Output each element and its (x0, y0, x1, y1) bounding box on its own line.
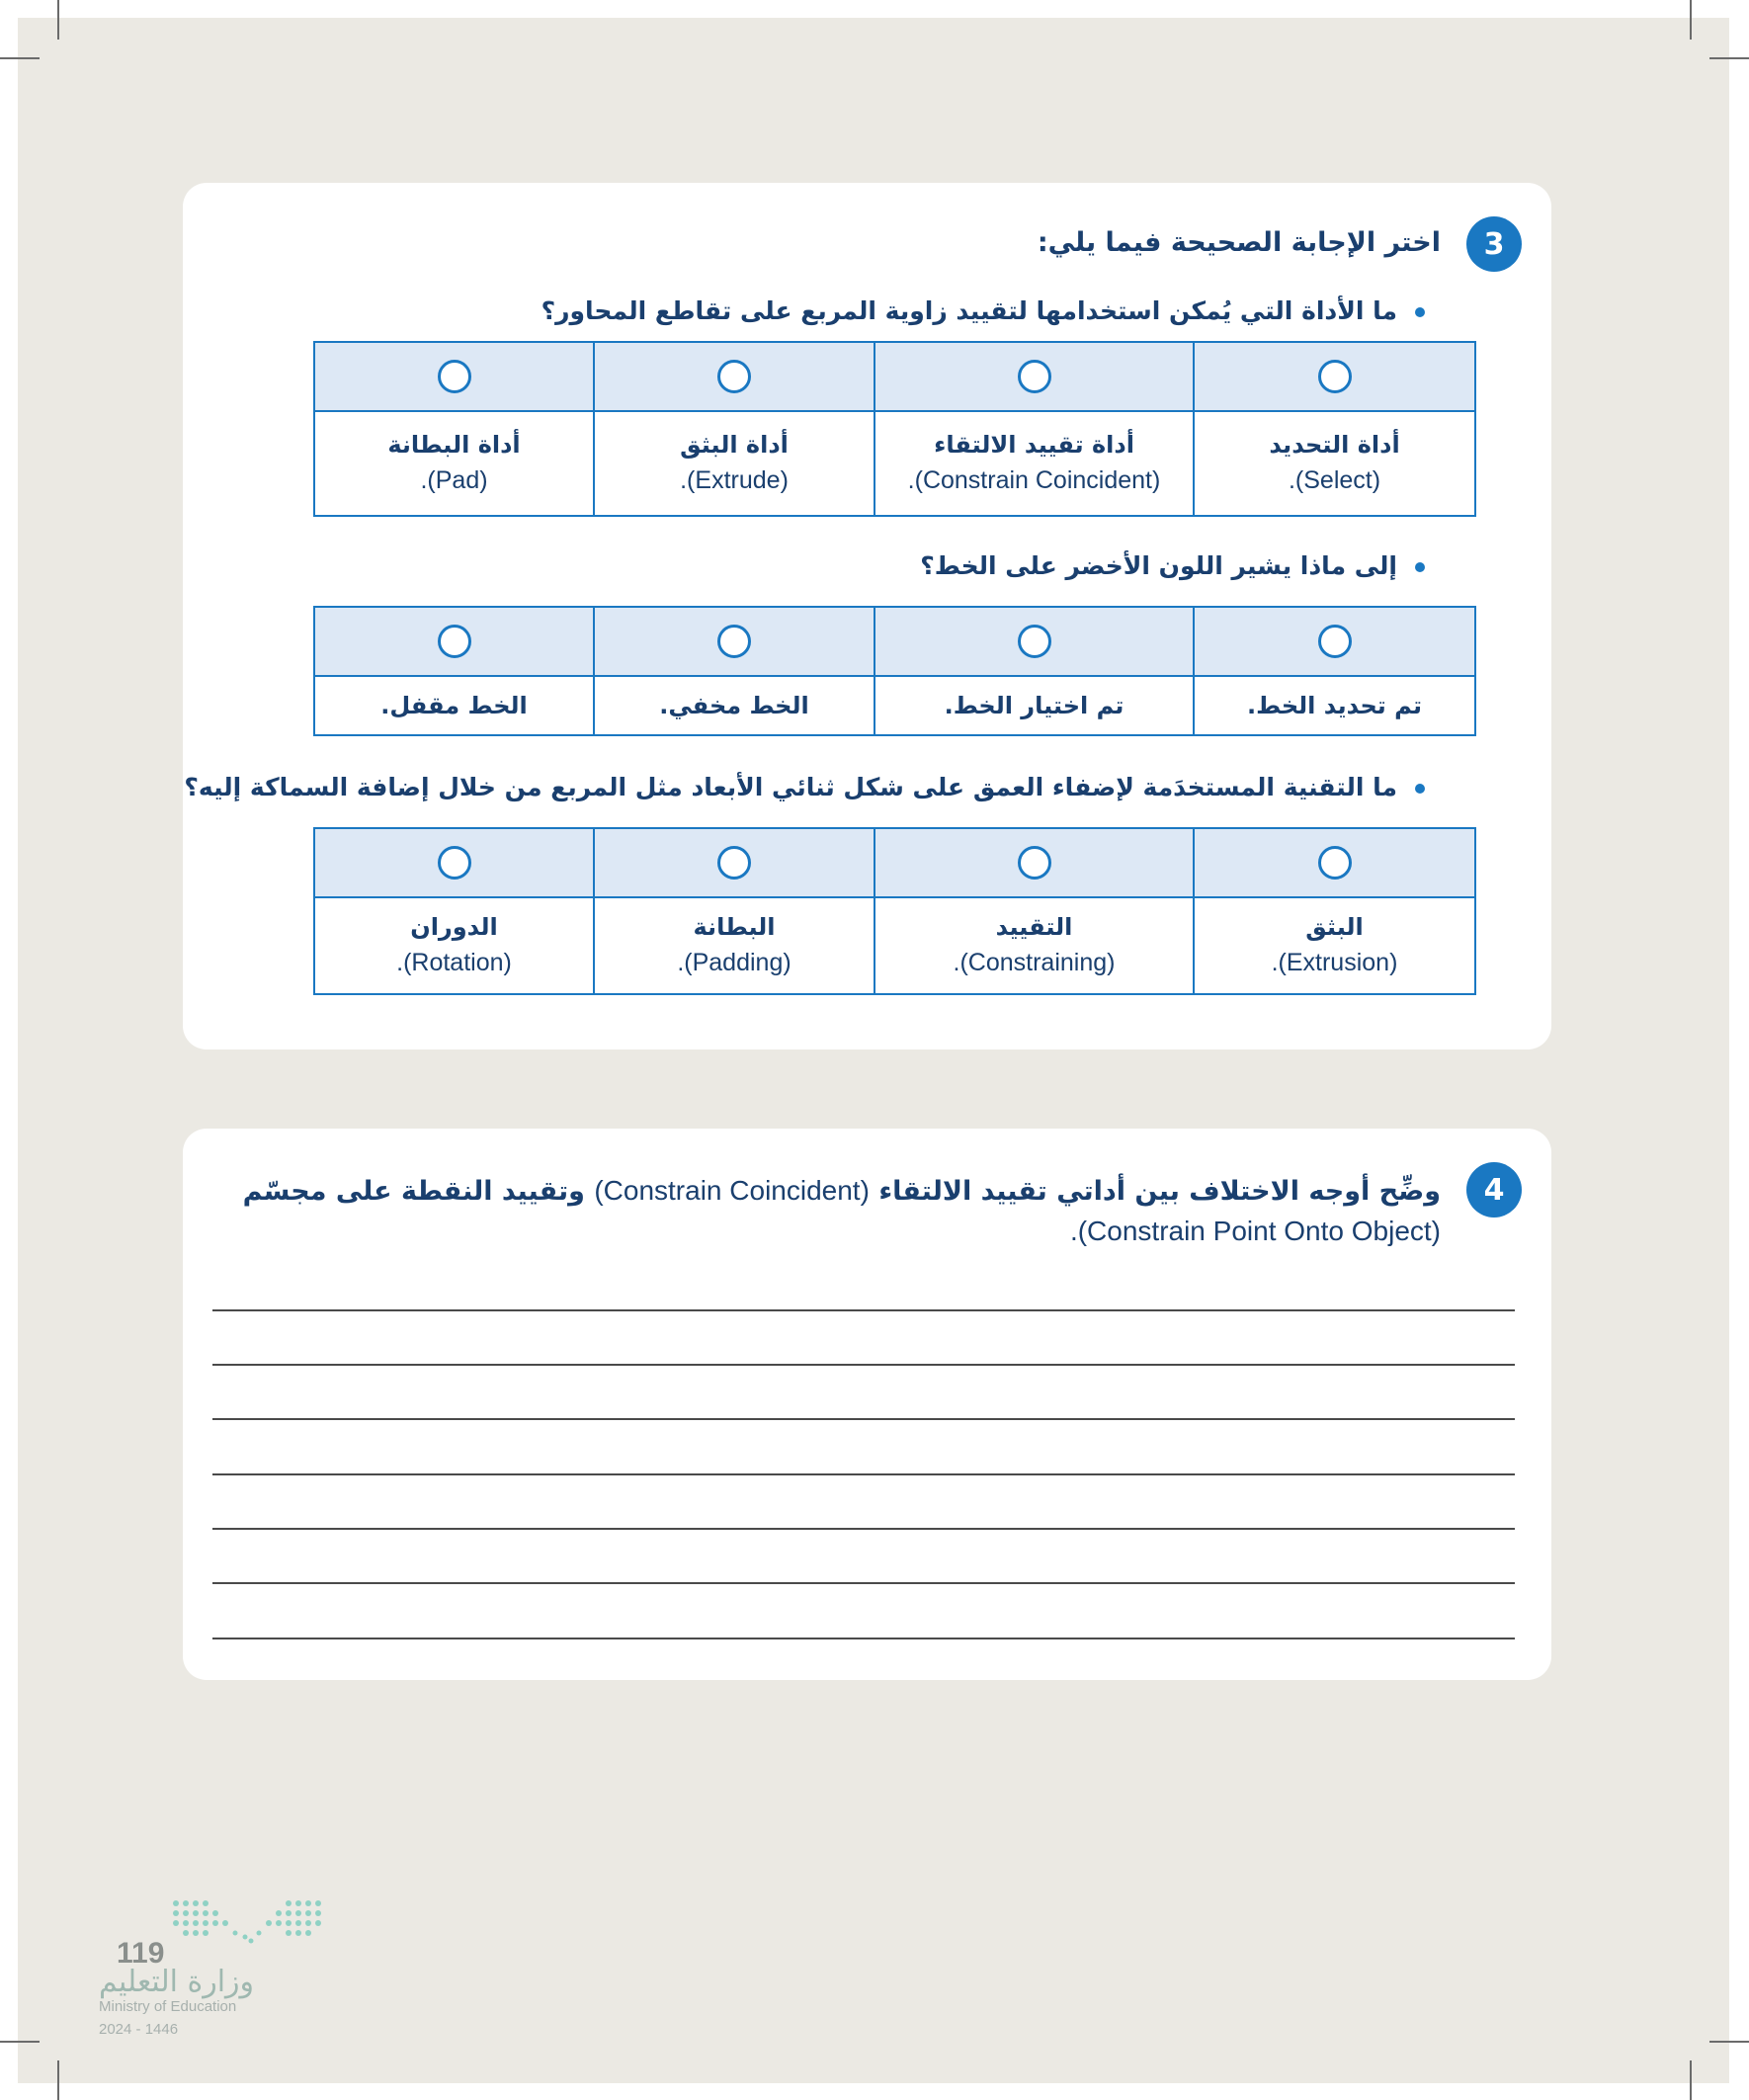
option-label-cell (874, 411, 1194, 516)
question-text: إلى ماذا يشير اللون الأخضر على الخط؟ (920, 551, 1397, 580)
options-table-1 (313, 341, 1476, 517)
option-label-ar: تم اختيار الخط. (944, 692, 1124, 719)
option-radio-cell (1194, 342, 1475, 411)
radio-button[interactable] (1018, 360, 1051, 393)
option-label-ar: الخط مخفي. (659, 692, 809, 719)
option-label-ar: البطانة (693, 913, 776, 942)
crop-mark (1709, 57, 1749, 59)
radio-button[interactable] (717, 846, 751, 880)
bullet-icon (1415, 307, 1425, 317)
crop-mark (1690, 2060, 1692, 2100)
answer-line[interactable] (212, 1364, 1515, 1366)
option-label-en: (Extrusion). (1271, 949, 1398, 977)
answer-line[interactable] (212, 1309, 1515, 1311)
answer-line[interactable] (212, 1638, 1515, 1639)
option-label-cell (874, 897, 1194, 994)
crop-mark (0, 2041, 40, 2043)
radio-button[interactable] (717, 360, 751, 393)
option-label-ar: البثق (1305, 913, 1364, 942)
option-label-en: (Extrude). (680, 466, 789, 495)
ministry-name-en: Ministry of Education (99, 1998, 237, 2015)
question-text: ما الأداة التي يُمكن استخدامها لتقييد زاوية المربع على تقاطع المحاور؟ (541, 296, 1397, 325)
crop-mark (57, 0, 59, 40)
crop-mark (1690, 0, 1692, 40)
option-radio-cell (874, 607, 1194, 676)
option-radio-cell (314, 828, 594, 897)
option-label-en: (Constraining). (953, 949, 1116, 977)
option-label-cell (314, 897, 594, 994)
radio-button[interactable] (1018, 846, 1051, 880)
question-4-text-en1: (Constrain Coincident) (594, 1175, 870, 1206)
answer-line[interactable] (212, 1418, 1515, 1420)
ministry-name-ar: وزارة التعليم (99, 1965, 255, 1999)
radio-button[interactable] (438, 625, 471, 658)
crop-mark (57, 2060, 59, 2100)
crop-mark (1709, 2041, 1749, 2043)
year-label: 2024 - 1446 (99, 2021, 179, 2038)
option-radio-cell (874, 342, 1194, 411)
option-radio-cell (1194, 607, 1475, 676)
option-label-cell (594, 411, 874, 516)
option-label-cell (314, 411, 594, 516)
options-table-3 (313, 827, 1476, 995)
option-label-cell (874, 676, 1194, 735)
question-4-text-part1: وضِّح أوجه الاختلاف بين أداتي تقييد الالتقاء (878, 1176, 1441, 1207)
option-label-cell (1194, 411, 1475, 516)
option-label-en: (Constrain Coincident). (907, 466, 1161, 495)
option-label-ar: التقييد (995, 913, 1073, 942)
option-label-ar: أداة البثق (680, 431, 789, 460)
option-label-cell (594, 897, 874, 994)
option-label-ar: أداة البطانة (387, 431, 521, 460)
answer-line[interactable] (212, 1528, 1515, 1530)
option-label-ar: الخط مقفل. (380, 692, 528, 719)
option-label-ar: تم تحديد الخط. (1247, 692, 1422, 719)
radio-button[interactable] (1318, 360, 1352, 393)
option-radio-cell (314, 607, 594, 676)
answer-line[interactable] (212, 1473, 1515, 1475)
question-4-text-en2: (Constrain Point Onto Object). (1069, 1216, 1441, 1246)
option-label-cell (1194, 897, 1475, 994)
answer-line[interactable] (212, 1582, 1515, 1584)
ministry-logo-icon (170, 1897, 324, 1949)
question-3-title: اختر الإجابة الصحيحة فيما يلي: (1037, 227, 1441, 258)
question-3-number: 3 (1466, 216, 1522, 272)
radio-button[interactable] (717, 625, 751, 658)
question-3-item-2 (920, 551, 1425, 580)
radio-button[interactable] (1318, 846, 1352, 880)
option-label-en: (Select). (1288, 466, 1381, 495)
option-radio-cell (594, 342, 874, 411)
question-3-item-3 (184, 773, 1425, 801)
option-label-en: (Pad). (420, 466, 488, 495)
radio-button[interactable] (1018, 625, 1051, 658)
option-radio-cell (594, 828, 874, 897)
bullet-icon (1415, 562, 1425, 572)
option-label-ar: أداة التحديد (1269, 431, 1400, 460)
crop-mark (0, 57, 40, 59)
page-number: 119 (117, 1937, 165, 1970)
radio-button[interactable] (438, 846, 471, 880)
question-text: ما التقنية المستخدَمة لإضفاء العمق على شكل ثنائي الأبعاد مثل المربع من خلال إضافة السماكة إليه؟ (184, 773, 1397, 801)
bullet-icon (1415, 784, 1425, 794)
option-label-en: (Rotation). (396, 949, 512, 977)
option-label-ar: الدوران (410, 913, 498, 942)
option-label-cell (594, 676, 874, 735)
question-3-item-1 (541, 296, 1425, 325)
options-table-2 (313, 606, 1476, 736)
option-label-cell (1194, 676, 1475, 735)
option-radio-cell (1194, 828, 1475, 897)
radio-button[interactable] (1318, 625, 1352, 658)
option-label-en: (Padding). (677, 949, 791, 977)
question-4-text-part2: وتقييد النقطة على مجسّم (242, 1176, 585, 1207)
radio-button[interactable] (438, 360, 471, 393)
option-label-cell (314, 676, 594, 735)
question-4-number: 4 (1466, 1162, 1522, 1218)
option-label-ar: أداة تقييد الالتقاء (934, 431, 1134, 460)
option-radio-cell (594, 607, 874, 676)
question-4-text (156, 1169, 1441, 1214)
option-radio-cell (874, 828, 1194, 897)
option-radio-cell (314, 342, 594, 411)
